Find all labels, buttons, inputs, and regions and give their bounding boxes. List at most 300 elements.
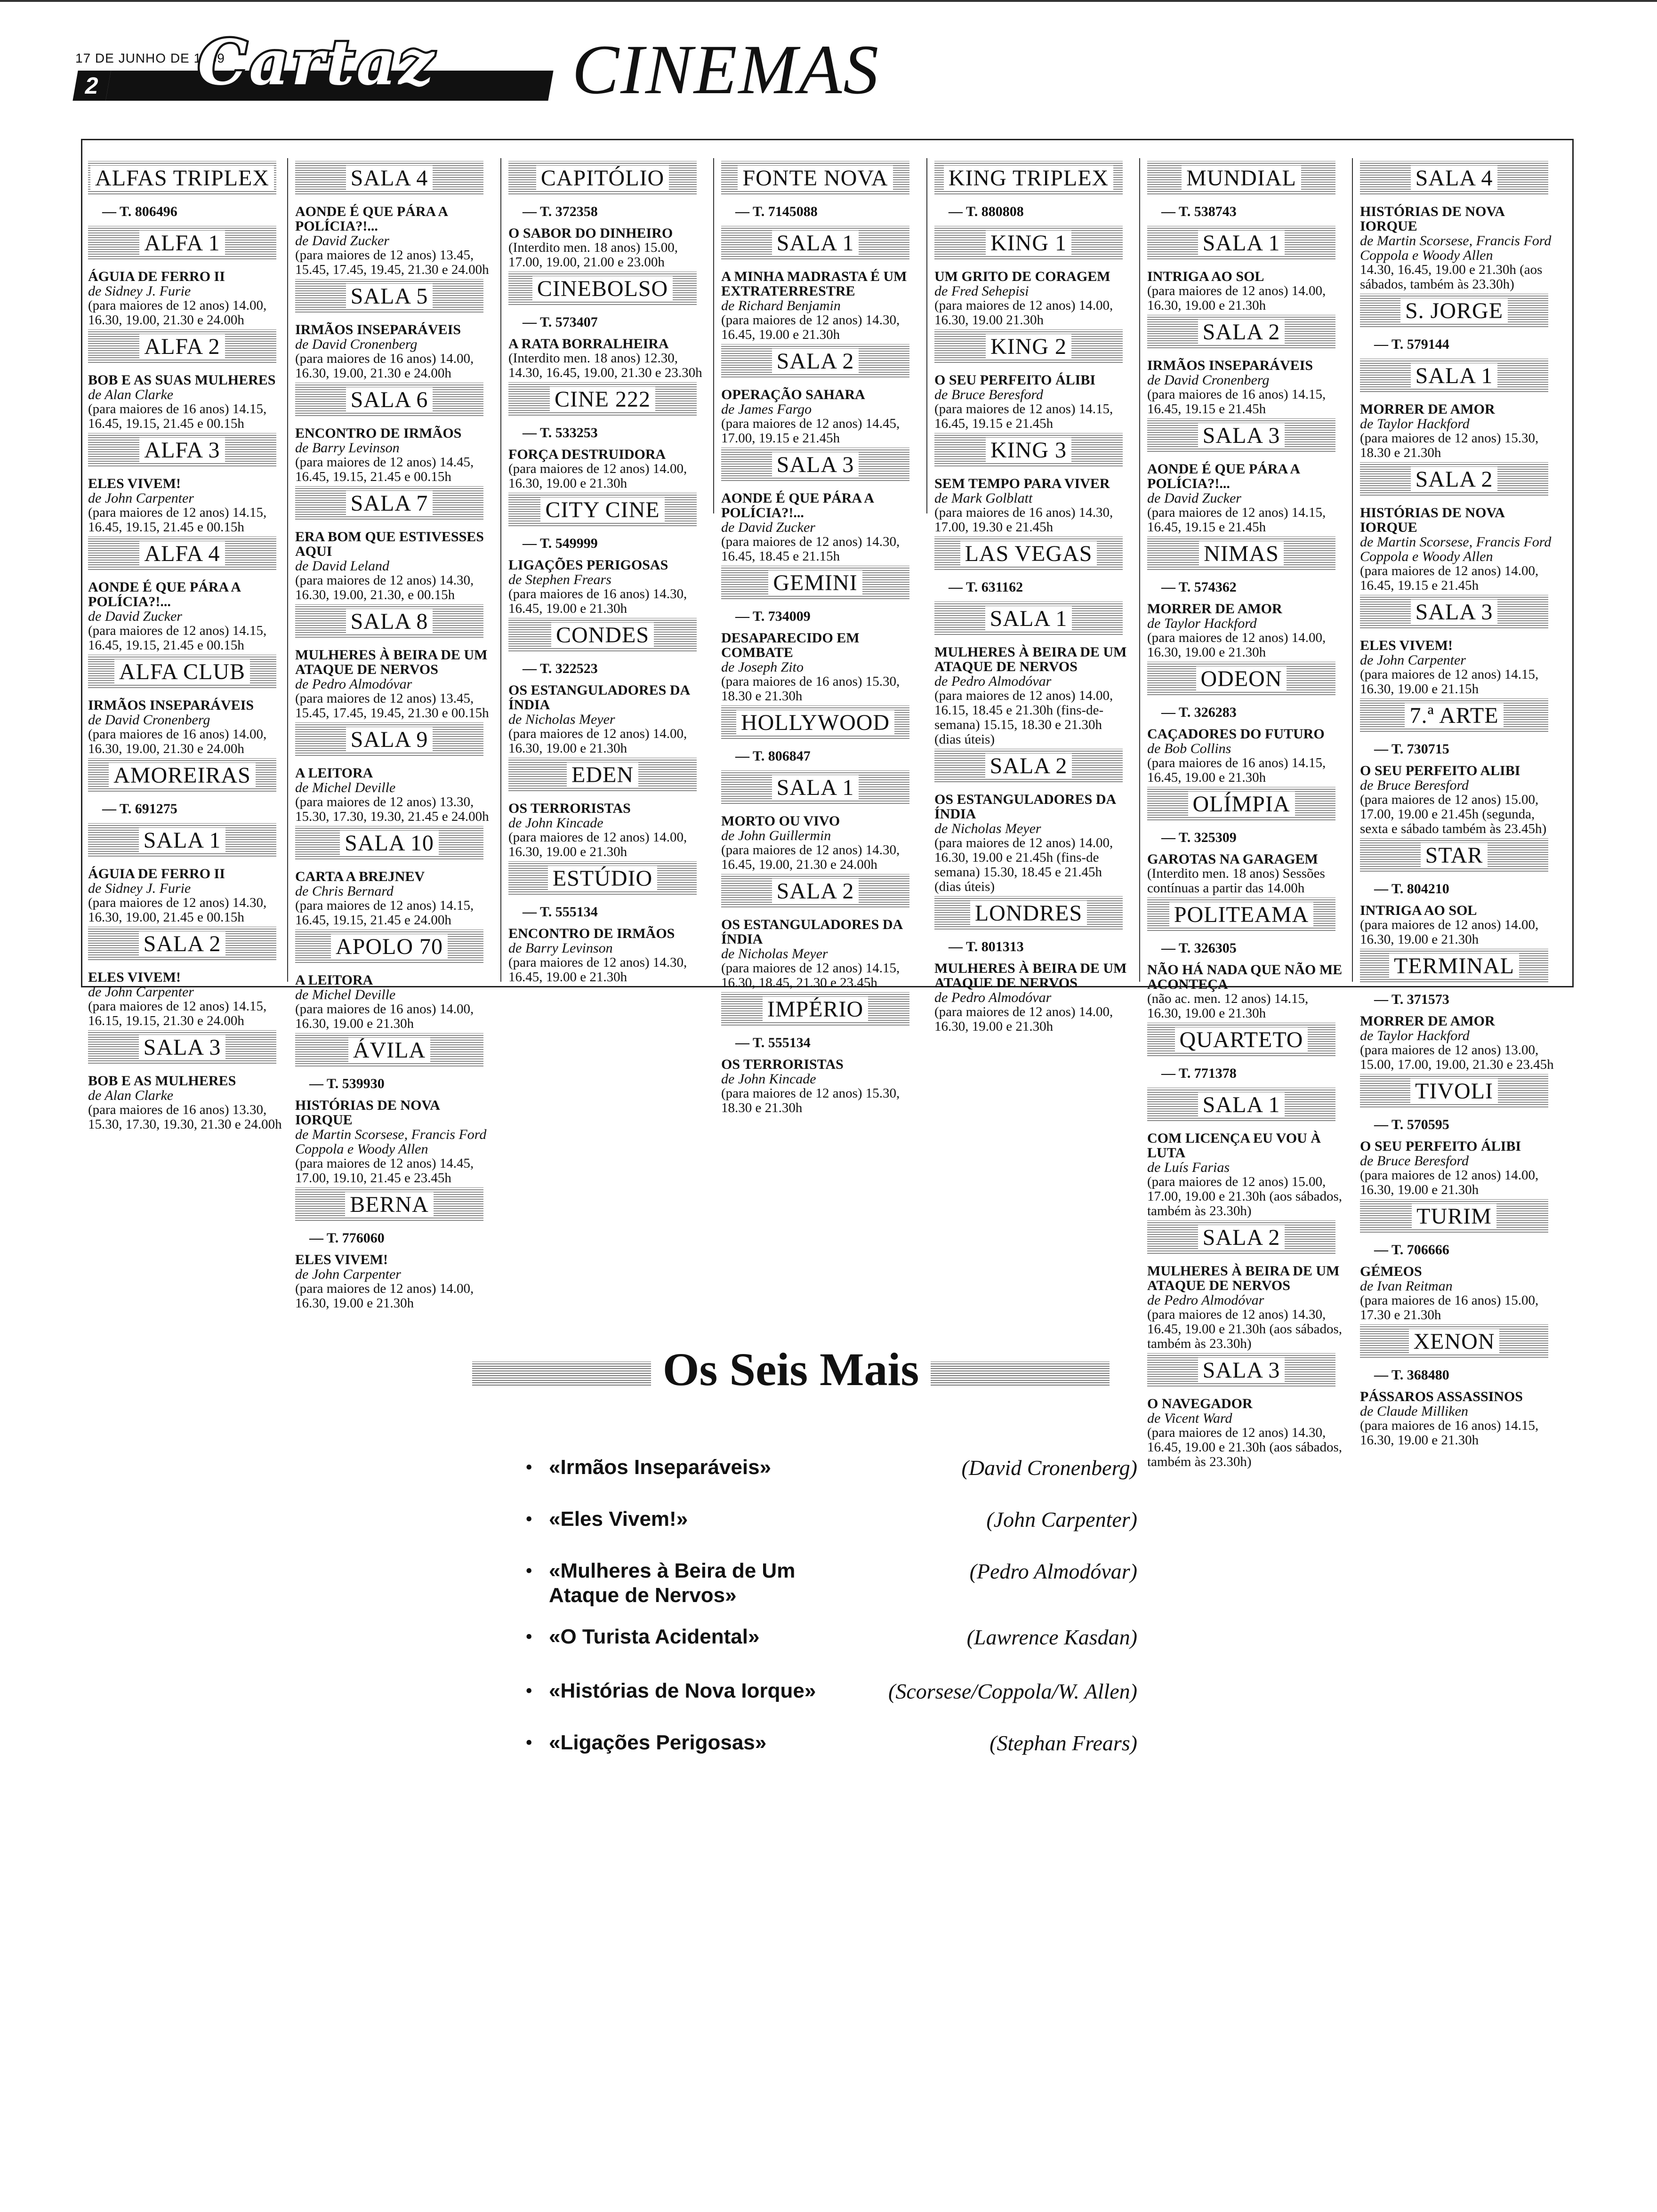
- film-director: de David Cronenberg: [1147, 372, 1270, 388]
- cinema-name: [721, 874, 909, 909]
- film-title: HISTÓRIAS DE NOVA IORQUE: [295, 1098, 440, 1128]
- film-title: BOB E AS MULHERES: [88, 1073, 236, 1089]
- cinema-name: [508, 861, 697, 896]
- film-director: de John Kincade: [508, 815, 603, 831]
- phone-number: — T. 322523: [523, 661, 598, 676]
- film-director: de John Carpenter: [88, 490, 194, 506]
- film-showtimes: (para maiores de 12 anos) 14.00, 16.30, 19.00 e 21.30h: [508, 726, 687, 756]
- film-title: PÁSSAROS ASSASSINOS: [1360, 1389, 1523, 1404]
- film-title: UM GRITO DE CORAGEM: [934, 269, 1110, 284]
- cinema-name: [1360, 698, 1548, 733]
- title-rule: [472, 1362, 651, 1387]
- cinema-name-text: EDEN: [567, 762, 638, 787]
- film-title: MULHERES À BEIRA DE UM ATAQUE DE NERVOS: [1147, 1263, 1340, 1293]
- film-director: de Pedro Almodóvar: [934, 673, 1052, 689]
- film-director: de Alan Clarke: [88, 387, 174, 402]
- film-director: de Ivan Reitman: [1360, 1278, 1453, 1294]
- cinema-name: [1147, 315, 1335, 350]
- film-showtimes: (para maiores de 16 anos) 14.15, 16.30, 19.00 e 21.30h: [1360, 1418, 1539, 1448]
- film-director: de Bruce Beresford: [934, 387, 1044, 402]
- film-director: de Michel Deville: [295, 987, 396, 1002]
- phone-number: — T. 368480: [1374, 1367, 1449, 1383]
- film-title: MORTO OU VIVO: [721, 813, 840, 829]
- cinema-name-text: ALFA 3: [139, 438, 225, 463]
- cinema-name-text: SALA 8: [346, 609, 433, 634]
- cinema-name-text: SALA 2: [1198, 1225, 1285, 1250]
- film-title: OS ESTANGULADORES DA ÍNDIA: [508, 682, 690, 713]
- film-title: ELES VIVEM!: [88, 970, 181, 985]
- phone-number: — T. 730715: [1374, 741, 1449, 757]
- cinema-name-text: FONTE NOVA: [738, 166, 893, 191]
- top-six-director: (Stephan Frears): [989, 1731, 1137, 1755]
- listing-column-7: [1360, 159, 1557, 1448]
- film-title: A LEITORA: [295, 765, 373, 781]
- film-title: AONDE É QUE PÁRA A POLÍCIA?!...: [295, 204, 448, 234]
- film-showtimes: (para maiores de 16 anos) 14.30, 16.45, 19.00 e 21.30h: [508, 586, 687, 616]
- film-title: O NAVEGADOR: [1147, 1396, 1253, 1411]
- film-director: de Barry Levinson: [508, 940, 613, 956]
- film-showtimes: (para maiores de 12 anos) 13.30, 15.30, 17.30, 19.30, 21.45 e 24.00h: [295, 794, 489, 824]
- phone-number: — T. 771378: [1161, 1066, 1237, 1081]
- cinema-name: [934, 537, 1123, 571]
- bullet-icon: •: [525, 1679, 533, 1702]
- film-director: de John Carpenter: [295, 1266, 401, 1282]
- film-showtimes: (para maiores de 12 anos) 14.30, 16.45, 19.00 e 21.30h (aos sábados, também às 23.30h): [1147, 1425, 1343, 1469]
- top-six-film-title: «Eles Vivem!»: [549, 1507, 688, 1531]
- phone-number: — T. 801313: [949, 939, 1024, 954]
- cinema-name-text: BERNA: [345, 1192, 434, 1217]
- cinema-name: [1147, 1353, 1335, 1388]
- film-director: de Joseph Zito: [721, 659, 804, 675]
- cinema-name: [934, 161, 1123, 196]
- top-six-director: (Lawrence Kasdan): [966, 1625, 1137, 1649]
- cinema-name: [721, 566, 909, 601]
- phone-number: — T. 806847: [735, 748, 811, 764]
- film-showtimes: (para maiores de 12 anos) 14.30, 16.30, 19.00, 21.30, e 00.15h: [295, 573, 474, 602]
- phone-number: — T. 573407: [523, 314, 598, 330]
- cinema-name-text: POLITEAMA: [1169, 902, 1313, 927]
- cinema-name: [1147, 537, 1335, 571]
- cinema-name: [88, 927, 276, 962]
- cinema-name: [508, 161, 697, 196]
- film-title: OS TERRORISTAS: [721, 1057, 844, 1072]
- cinema-name: [1360, 294, 1548, 329]
- cinema-name-text: GEMINI: [768, 570, 862, 595]
- film-title: ELES VIVEM!: [295, 1252, 388, 1267]
- film-showtimes: (para maiores de 12 anos) 14.45, 17.00, 19.10, 21.45 e 23.45h: [295, 1156, 474, 1186]
- phone-number: — T. 325309: [1161, 830, 1237, 845]
- film-showtimes: (para maiores de 12 anos) 14.30, 16.45, 19.00 e 21.30h: [508, 955, 687, 985]
- film-title: O SEU PERFEITO ALIBI: [1360, 763, 1520, 778]
- film-showtimes: (para maiores de 16 anos) 14.15, 16.45, 19.15, 21.45 e 00.15h: [88, 401, 267, 431]
- film-title: HISTÓRIAS DE NOVA IORQUE: [1360, 204, 1504, 234]
- cinema-name-text: CONDES: [551, 623, 654, 648]
- phone-number: — T. 706666: [1374, 1242, 1449, 1258]
- film-title: CARTA A BREJNEV: [295, 869, 425, 884]
- phone-number: — T. 533253: [523, 425, 598, 441]
- film-title: IRMÃOS INSEPARÁVEIS: [1147, 358, 1313, 373]
- film-title: FORÇA DESTRUIDORA: [508, 447, 666, 462]
- film-title: ÁGUIA DE FERRO II: [88, 269, 225, 284]
- film-director: de David Zucker: [1147, 490, 1241, 506]
- cinema-name: [721, 161, 909, 196]
- film-director: de John Carpenter: [1360, 652, 1466, 668]
- film-title: IRMÃOS INSEPARÁVEIS: [88, 697, 254, 713]
- top-six-film-title: «Mulheres à Beira de Um Ataque de Nervos»: [549, 1559, 796, 1607]
- cinema-name: [88, 433, 276, 468]
- cinema-name: [934, 226, 1123, 261]
- cinema-name: [1147, 226, 1335, 261]
- cinema-name-text: CITY CINE: [540, 497, 664, 522]
- film-title: OPERAÇÃO SAHARA: [721, 387, 865, 402]
- phone-number: — T. 371573: [1374, 992, 1449, 1007]
- cinema-name-text: S. JORGE: [1400, 298, 1508, 323]
- top-six-film-title: «Irmãos Inseparáveis»: [549, 1456, 772, 1479]
- film-director: de James Fargo: [721, 401, 812, 417]
- film-showtimes: (não ac. men. 12 anos) 14.15, 16.30, 19.00 e 21.30h: [1147, 991, 1309, 1021]
- film-showtimes: (para maiores de 12 anos) 14.30, 16.45, 18.45 e 21.15h: [721, 534, 900, 564]
- film-title: ELES VIVEM!: [88, 476, 181, 491]
- film-director: de Luís Farias: [1147, 1160, 1230, 1175]
- phone-number: — T. 691275: [102, 801, 177, 817]
- film-title: AONDE É QUE PÁRA A POLÍCIA?!...: [721, 490, 874, 521]
- film-director: de Taylor Hackford: [1360, 1028, 1470, 1043]
- film-showtimes: (para maiores de 12 anos) 14.00, 16.30, 19.00 e 21.30h: [1360, 1168, 1539, 1197]
- cinema-name: [88, 655, 276, 689]
- cinema-name: [1360, 359, 1548, 393]
- phone-number: — T. 631162: [949, 579, 1023, 595]
- cinema-name: [295, 383, 483, 417]
- film-title: MULHERES À BEIRA DE UM ATAQUE DE NERVOS: [295, 647, 488, 677]
- bullet-icon: •: [525, 1507, 533, 1531]
- film-title: OS TERRORISTAS: [508, 801, 631, 816]
- cinema-name-text: SALA 2: [1411, 467, 1498, 492]
- film-showtimes: (para maiores de 12 anos) 14.00, 16.30, 19.00 21.30h: [934, 298, 1113, 328]
- cinema-name-text: CINE 222: [550, 387, 655, 412]
- film-title: MULHERES À BEIRA DE UM ATAQUE DE NERVOS: [934, 961, 1127, 991]
- film-director: de Vicent Ward: [1147, 1411, 1232, 1426]
- cinema-name: [1360, 838, 1548, 873]
- phone-number: — T. 880808: [949, 204, 1024, 219]
- cinema-name: [295, 486, 483, 521]
- phone-number: — T. 555134: [523, 904, 598, 920]
- film-showtimes: (para maiores de 12 anos) 14.15, 16.45, 19.15, 21.45 e 00.15h: [88, 623, 267, 653]
- film-director: de Nicholas Meyer: [934, 821, 1041, 836]
- cinema-name-text: SALA 1: [139, 828, 226, 853]
- film-showtimes: (para maiores de 16 anos) 13.30, 15.30, 17.30, 19.30, 21.30 e 24.00h: [88, 1102, 282, 1132]
- cinema-name-text: STAR: [1421, 843, 1488, 868]
- film-director: de Chris Bernard: [295, 883, 394, 899]
- film-showtimes: (para maiores de 12 anos) 15.00, 17.00, 19.00 e 21.45h (segunda, sexta e sábado também às 23.45h): [1360, 792, 1547, 836]
- phone-number: — T. 372358: [523, 204, 598, 219]
- film-title: ERA BOM QUE ESTIVESSES AQUI: [295, 529, 484, 559]
- film-showtimes: (para maiores de 12 anos) 15.30, 18.30 e 21.30h: [1360, 431, 1539, 460]
- film-showtimes: (para maiores de 12 anos) 14.45, 17.00, 19.15 e 21.45h: [721, 416, 900, 446]
- film-director: de David Cronenberg: [295, 337, 418, 352]
- film-showtimes: (para maiores de 16 anos) 14.30, 17.00, 19.30 e 21.45h: [934, 505, 1113, 535]
- phone-number: — T. 549999: [523, 536, 598, 551]
- cinema-name-text: CINEBOLSO: [532, 276, 673, 301]
- cinema-name: [721, 448, 909, 482]
- bullet-icon: •: [525, 1559, 533, 1582]
- film-title: AONDE É QUE PÁRA A POLÍCIA?!...: [1147, 461, 1300, 491]
- film-showtimes: (para maiores de 12 anos) 14.00, 16.30, 19.00 e 21.30h: [934, 1004, 1113, 1034]
- cartaz-logo: Cartaz: [198, 26, 436, 99]
- film-director: de Bruce Beresford: [1360, 777, 1469, 793]
- cinema-name-text: NIMAS: [1199, 541, 1284, 566]
- top-six-film-title: «Histórias de Nova Iorque»: [549, 1679, 816, 1702]
- cinema-name: [88, 329, 276, 364]
- film-title: OS ESTANGULADORES DA ÍNDIA: [934, 792, 1116, 822]
- cinema-name: [295, 930, 483, 964]
- film-director: de David Leland: [295, 558, 389, 574]
- film-director: de Mark Golblatt: [934, 490, 1033, 506]
- film-showtimes: (para maiores de 16 anos) 14.00, 16.30, 19.00, 21.30 e 24.00h: [295, 351, 474, 381]
- cinema-name-text: SALA 2: [1198, 320, 1285, 345]
- film-director: de Martin Scorsese, Francis Ford Coppola e Woody Allen: [1360, 534, 1552, 564]
- cinema-name: [934, 896, 1123, 931]
- top-rule: [0, 0, 1657, 2]
- film-director: de Martin Scorsese, Francis Ford Coppola e Woody Allen: [295, 1127, 487, 1157]
- cinema-name-text: OLÍMPIA: [1188, 792, 1295, 817]
- phone-number: — T. 555134: [735, 1035, 811, 1050]
- column-separator: [1139, 158, 1140, 982]
- film-showtimes: (para maiores de 12 anos) 14.15, 16.45, 19.15 e 21.45h: [934, 401, 1113, 431]
- film-title: INTRIGA AO SOL: [1360, 903, 1477, 918]
- cinema-name-text: SALA 3: [1198, 1358, 1285, 1383]
- cinema-name: [721, 226, 909, 261]
- film-title: MORRER DE AMOR: [1360, 1013, 1495, 1029]
- cinema-name-text: SALA 3: [1411, 600, 1498, 625]
- phone-number: — T. 574362: [1161, 579, 1237, 595]
- film-showtimes: (para maiores de 12 anos) 14.00, 16.30, 19.00 e 21.30h: [1147, 283, 1326, 313]
- bullet-icon: •: [525, 1731, 533, 1754]
- film-title: ENCONTRO DE IRMÃOS: [295, 425, 462, 441]
- phone-number: — T. 804210: [1374, 881, 1449, 897]
- film-director: de Pedro Almodóvar: [934, 990, 1052, 1005]
- cinema-name: [508, 493, 697, 528]
- cinema-name-text: ÁVILA: [348, 1038, 430, 1063]
- film-showtimes: (para maiores de 16 anos) 14.15, 16.45, 19.15 e 21.45h: [1147, 387, 1326, 417]
- phone-number: — T. 570595: [1374, 1117, 1449, 1132]
- listing-column-3: [508, 159, 705, 985]
- film-showtimes: (para maiores de 12 anos) 15.00, 17.00, 19.00 e 21.30h (aos sábados, também às 23.30h): [1147, 1174, 1343, 1218]
- top-six-director: (Pedro Almodóvar): [969, 1559, 1137, 1583]
- film-title: DESAPARECIDO EM COMBATE: [721, 630, 860, 660]
- film-director: de Taylor Hackford: [1147, 616, 1257, 631]
- cinema-name-text: KING 3: [986, 438, 1071, 463]
- film-showtimes: (para maiores de 12 anos) 14.30, 16.45, 19.00 e 21.30h: [721, 313, 900, 342]
- cinema-name-text: SALA 4: [1411, 166, 1498, 191]
- cinema-name-text: ESTÚDIO: [548, 866, 657, 891]
- top-six-film-title: «Ligações Perigosas»: [549, 1731, 767, 1754]
- cinema-name: [1360, 1074, 1548, 1109]
- film-showtimes: (para maiores de 12 anos) 14.15, 16.30, 19.00 e 21.15h: [1360, 667, 1539, 697]
- cinema-name-text: IMPÉRIO: [763, 997, 868, 1022]
- title-rule: [931, 1362, 1110, 1387]
- listing-column-5: [934, 159, 1131, 1034]
- top-six-director: (David Cronenberg): [961, 1456, 1137, 1480]
- cinema-name: [934, 433, 1123, 468]
- cinema-name: [934, 601, 1123, 636]
- film-showtimes: (para maiores de 12 anos) 14.00, 16.30, 19.00 e 21.30h: [508, 830, 687, 859]
- top-six-director: (John Carpenter): [986, 1507, 1137, 1531]
- film-director: de Sidney J. Furie: [88, 881, 191, 896]
- column-separator: [500, 158, 501, 982]
- film-showtimes: (para maiores de 16 anos) 14.15, 16.45, 19.00 e 21.30h: [1147, 755, 1326, 785]
- cinema-name: [295, 722, 483, 757]
- film-director: de David Zucker: [88, 609, 182, 624]
- film-director: de Sidney J. Furie: [88, 283, 191, 299]
- film-showtimes: (para maiores de 16 anos) 15.30, 18.30 e 21.30h: [721, 674, 900, 704]
- film-director: de Bob Collins: [1147, 741, 1231, 756]
- section-title: CINEMAS: [572, 31, 880, 109]
- cinema-name-text: SALA 1: [772, 231, 859, 256]
- film-director: de Michel Deville: [295, 780, 396, 795]
- cinema-name-text: SALA 2: [139, 931, 226, 956]
- film-showtimes: (para maiores de 16 anos) 15.00, 17.30 e 21.30h: [1360, 1293, 1539, 1322]
- cinema-name-text: SALA 3: [772, 452, 859, 477]
- film-director: de David Zucker: [721, 520, 815, 535]
- film-director: de Pedro Almodóvar: [1147, 1292, 1264, 1308]
- cinema-name-text: SALA 10: [340, 831, 439, 856]
- film-showtimes: (para maiores de 12 anos) 13.45, 15.45, 17.45, 19.45, 21.30 e 00.15h: [295, 691, 489, 721]
- film-showtimes: (para maiores de 12 anos) 14.15, 16.45, 19.15 e 21.45h: [1147, 505, 1326, 535]
- film-title: COM LICENÇA EU VOU À LUTA: [1147, 1130, 1321, 1161]
- cinema-name: [295, 826, 483, 861]
- film-director: de John Carpenter: [88, 984, 194, 1000]
- cinema-name: [721, 992, 909, 1027]
- top-six-director: (Scorsese/Coppola/W. Allen): [888, 1679, 1137, 1703]
- cinema-name: [295, 1187, 483, 1222]
- cinema-name-text: CAPITÓLIO: [536, 166, 669, 191]
- cinema-name: [934, 329, 1123, 364]
- cinema-name: [1147, 898, 1335, 932]
- film-title: NÃO HÁ NADA QUE NÃO ME ACONTEÇA: [1147, 962, 1343, 992]
- cinema-name: [295, 604, 483, 639]
- film-director: de Martin Scorsese, Francis Ford Coppola e Woody Allen: [1360, 233, 1552, 263]
- film-title: A LEITORA: [295, 972, 373, 988]
- column-separator: [713, 158, 714, 513]
- cinema-name-text: SALA 1: [1411, 363, 1498, 388]
- cinema-name: [721, 344, 909, 379]
- cinema-name-text: SALA 1: [772, 775, 859, 800]
- cinema-name: [508, 618, 697, 653]
- listing-column-4: [721, 159, 918, 1115]
- cinema-name-text: SALA 7: [346, 491, 433, 516]
- cinema-name-text: HOLLYWOOD: [736, 710, 894, 735]
- film-showtimes: (para maiores de 12 anos) 14.00, 16.30, 19.00, 21.30 e 24.00h: [88, 298, 267, 328]
- column-separator: [926, 158, 927, 513]
- cinema-name-text: ALFA 1: [139, 231, 225, 256]
- film-title: MORRER DE AMOR: [1360, 401, 1495, 417]
- phone-number: — T. 7145088: [735, 204, 818, 219]
- film-showtimes: (para maiores de 12 anos) 14.30, 16.45, 19.00, 21.30 e 24.00h: [721, 842, 900, 872]
- cinema-name: [1360, 161, 1548, 196]
- listing-column-1: [88, 159, 290, 1132]
- cinema-name-text: KING 1: [986, 231, 1071, 256]
- cinema-name-text: 7.ª ARTE: [1405, 703, 1503, 728]
- listing-column-6: [1147, 159, 1344, 1469]
- film-title: GÉMEOS: [1360, 1264, 1422, 1279]
- film-showtimes: (para maiores de 12 anos) 14.15, 16.15, 19.15, 21.30 e 24.00h: [88, 999, 267, 1028]
- phone-number: — T. 579144: [1374, 337, 1449, 352]
- film-director: de Richard Benjamin: [721, 298, 841, 313]
- cinema-name: [88, 226, 276, 261]
- cinema-name: [295, 1033, 483, 1068]
- bullet-icon: •: [525, 1625, 533, 1648]
- cinema-name-text: APOLO 70: [331, 934, 448, 959]
- cinema-name-text: SALA 2: [772, 349, 859, 374]
- phone-number: — T. 734009: [735, 609, 811, 624]
- film-showtimes: (para maiores de 12 anos) 14.00, 16.30, 19.00 e 21.30h: [295, 1281, 474, 1311]
- cinema-name: [508, 382, 697, 417]
- film-director: de Alan Clarke: [88, 1088, 174, 1103]
- cinema-name-text: SALA 1: [1198, 1092, 1285, 1117]
- film-showtimes: (para maiores de 12 anos) 14.45, 16.45, 19.15, 21.45 e 00.15h: [295, 455, 474, 484]
- cinema-name: [88, 161, 276, 196]
- film-title: ELES VIVEM!: [1360, 638, 1453, 653]
- cinema-name: [88, 758, 276, 793]
- cinema-name: [88, 1030, 276, 1065]
- film-director: de Nicholas Meyer: [508, 712, 615, 727]
- cinema-name-text: SALA 6: [346, 387, 433, 412]
- cinema-name: [721, 770, 909, 805]
- cinema-name-text: ALFA 4: [139, 541, 225, 566]
- film-director: de Barry Levinson: [295, 440, 400, 456]
- film-director: de Taylor Hackford: [1360, 416, 1470, 432]
- cinema-name: [934, 749, 1123, 784]
- film-showtimes: (para maiores de 12 anos) 13.00, 15.00, 17.00, 19.00, 21.30 e 23.45h: [1360, 1042, 1554, 1072]
- film-showtimes: (para maiores de 12 anos) 14.30, 16.45, 19.00 e 21.30h (aos sábados, também às 23.30h): [1147, 1307, 1343, 1351]
- cinema-name-text: TIVOLI: [1410, 1079, 1498, 1104]
- cinema-name-text: SALA 1: [1198, 231, 1285, 256]
- cinema-name-text: SALA 5: [346, 284, 433, 309]
- film-title: O SEU PERFEITO ÁLIBI: [934, 372, 1096, 388]
- film-title: MORRER DE AMOR: [1147, 601, 1282, 617]
- cinema-name: [1147, 1088, 1335, 1122]
- film-showtimes: (para maiores de 12 anos) 13.45, 15.45, 17.45, 19.45, 21.30 e 24.00h: [295, 248, 489, 277]
- cinema-name-text: SALA 2: [985, 753, 1072, 778]
- phone-number: — T. 539930: [309, 1076, 385, 1091]
- cinema-name: [1147, 161, 1335, 196]
- column-separator: [1352, 158, 1353, 982]
- film-title: BOB E AS SUAS MULHERES: [88, 372, 276, 388]
- film-showtimes: (para maiores de 12 anos) 14.00, 16.30, 19.00 e 21.45h (fins-de semana) 15.30, 18.45 e 21.45h (dias úteis): [934, 835, 1113, 894]
- cinema-name: [1147, 1023, 1335, 1058]
- film-showtimes: 14.30, 16.45, 19.00 e 21.30h (aos sábados, também às 23.30h): [1360, 262, 1543, 292]
- film-showtimes: (para maiores de 12 anos) 14.15, 16.45, 19.15, 21.45 e 24.00h: [295, 898, 474, 928]
- cinema-name-text: ODEON: [1196, 666, 1287, 691]
- film-showtimes: (para maiores de 12 anos) 14.30, 16.30, 19.00, 21.45 e 00.15h: [88, 895, 267, 925]
- film-showtimes: (para maiores de 12 anos) 14.00, 16.30, 19.00 e 21.30h: [1360, 917, 1539, 947]
- film-showtimes: (para maiores de 12 anos) 14.15, 16.45, 19.15, 21.45 e 00.15h: [88, 505, 267, 535]
- cinema-name-text: SALA 3: [139, 1035, 226, 1060]
- film-showtimes: (Interdito men. 18 anos) 12.30, 14.30, 16.45, 19.00, 21.30 e 23.30h: [508, 351, 702, 380]
- bullet-icon: •: [525, 1456, 533, 1479]
- cinema-name-text: LONDRES: [970, 901, 1087, 926]
- cinema-name: [295, 161, 483, 196]
- phone-number: — T. 538743: [1161, 204, 1237, 219]
- film-showtimes: (para maiores de 12 anos) 14.15, 16.30, 18.45, 21.30 e 23.45h: [721, 961, 900, 990]
- cinema-name: [1360, 595, 1548, 630]
- cinema-name-text: KING 2: [986, 334, 1071, 359]
- cinema-name: [1360, 1199, 1548, 1234]
- film-director: de David Cronenberg: [88, 712, 210, 728]
- cinema-name-text: QUARTETO: [1175, 1027, 1308, 1052]
- film-title: OS ESTANGULADORES DA ÍNDIA: [721, 917, 902, 947]
- film-title: GAROTAS NA GARAGEM: [1147, 851, 1318, 867]
